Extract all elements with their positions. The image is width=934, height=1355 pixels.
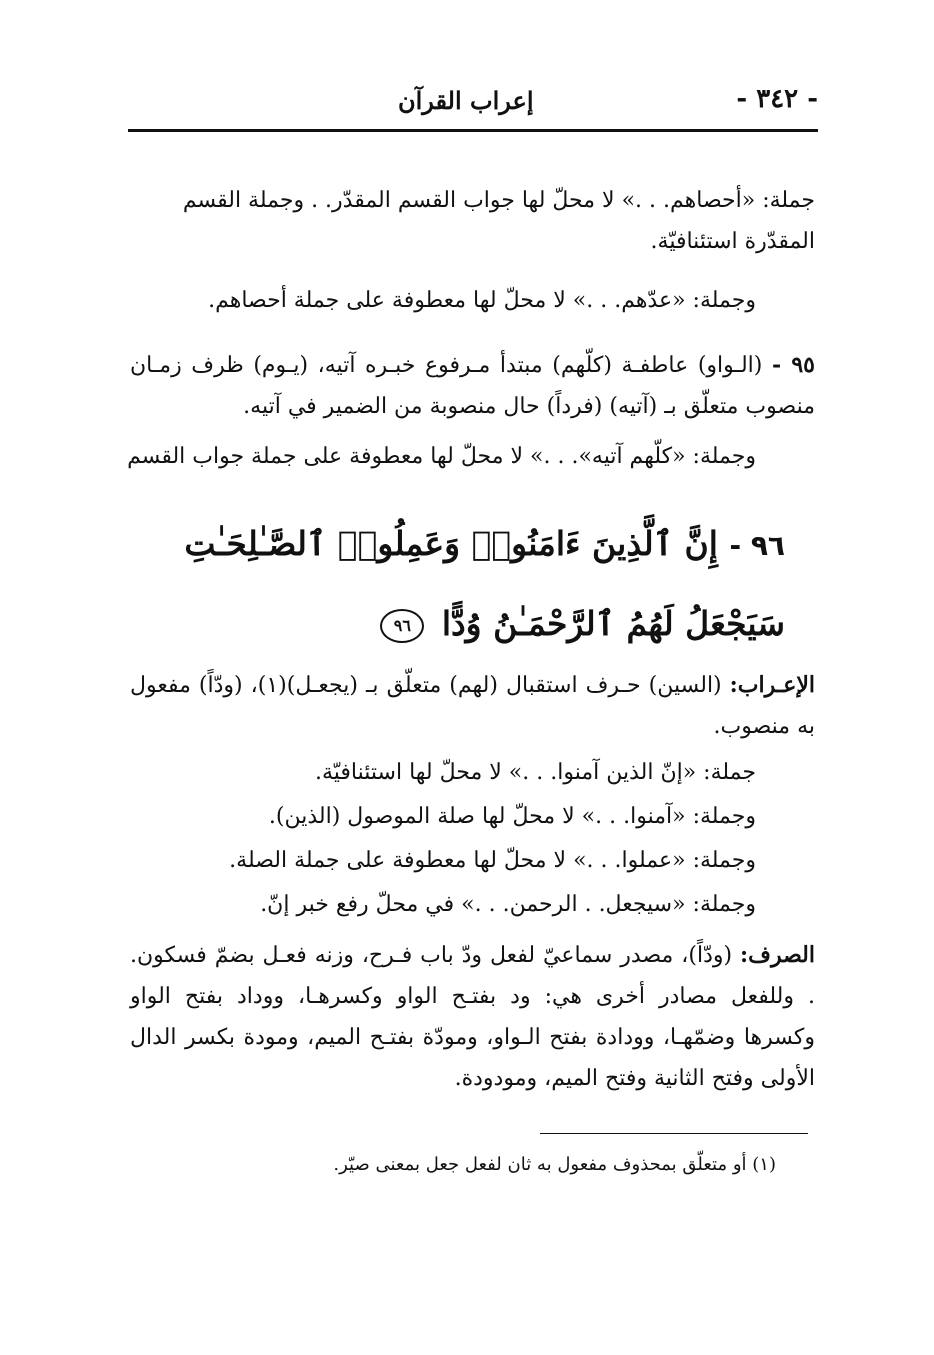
sarf-label: الصرف: (740, 942, 815, 968)
irab-text: (السين) حـرف استقبال (لهم) متعلّق بـ (يجعـل)(١)، (ودّاً) مفعول به منصوب. (130, 673, 815, 739)
section-95-number: ٩٥ - (771, 352, 815, 378)
ayah-end-marker: ٩٦ (380, 609, 424, 643)
sarf-section (130, 935, 815, 1099)
book-title: إعراب القرآن (398, 86, 534, 115)
verse-96-number: ٩٦ - (729, 529, 785, 562)
section-95-text: (الـواو) عاطفـة (كلّهم) مبتدأ مـرفوع خبـره آتيه، (يـوم) ظرف زمـان منصوب متعلّق بـ (آتيه) (فرداً) حال منصوبة من الضمير في آتيه. (130, 353, 815, 419)
section-95 (130, 345, 815, 427)
sentence-kulluhum: وجملة: «كلّهم آتيه». . .» لا محلّ لها معطوفة على جملة جواب القسم (127, 444, 756, 469)
page-header (128, 78, 818, 130)
irab-sentence-3: وجملة: «عملوا. . .» لا محلّ لها معطوفة على جملة الصلة. (229, 848, 756, 873)
footnote: (١) أو متعلّق بمحذوف مفعول به ثان لفعل جعل بمعنى صيّر. (333, 1154, 776, 1175)
verse-96-text: إِنَّ ٱلَّذِينَ ءَامَنُوا۟ وَعَمِلُوا۟ ٱلصَّـٰلِحَـٰتِ سَيَجْعَلُ لَهُمُ ٱلرَّحْمَـٰنُ وُدًّا (184, 524, 785, 643)
irab-sentence-1: جملة: «إنّ الذين آمنوا. . .» لا محلّ لها استئنافيّة. (314, 760, 756, 785)
sentence-ahsahum-line2: المقدّرة استئنافيّة. (650, 229, 815, 254)
sentence-ahsahum (130, 180, 815, 262)
irab-label: الإعـراب: (729, 672, 815, 698)
sentence-ahsahum-line1: جملة: «أحصاهم. . .» لا محلّ لها جواب القسم المقدّر. . وجملة القسم (182, 188, 815, 213)
irab-section (130, 665, 815, 747)
quran-verse-96 (160, 505, 785, 663)
irab-sentence-2: وجملة: «آمنوا. . .» لا محلّ لها صلة الموصول (الذين). (268, 804, 756, 829)
sarf-text: (ودّاً)، مصدر سماعيّ لفعل ودّ باب فـرح، وزنه فعـل بضمّ فسكون. . وللفعل مصادر أخرى هي: ود بفتـح الواو وكسرهـا، ووداد بفتح الواو وكسرها وضمّهـا، وودادة بفتح الـواو، ومودّة بفتـح الميم، ومودة بكسر الدال الأولى وفتح الثانية وفتح الميم، ومودودة. (130, 943, 815, 1091)
irab-sentence-4: وجملة: «سيجعل. . الرحمن. . .» في محلّ رفع خبر إنّ. (260, 892, 756, 917)
page-number: - ٣٤٢ - (736, 84, 818, 114)
header-rule (128, 129, 818, 132)
sentence-addahum: وجملة: «عدّهم. . .» لا محلّ لها معطوفة على جملة أحصاهم. (208, 288, 756, 313)
footnote-rule (540, 1133, 808, 1134)
